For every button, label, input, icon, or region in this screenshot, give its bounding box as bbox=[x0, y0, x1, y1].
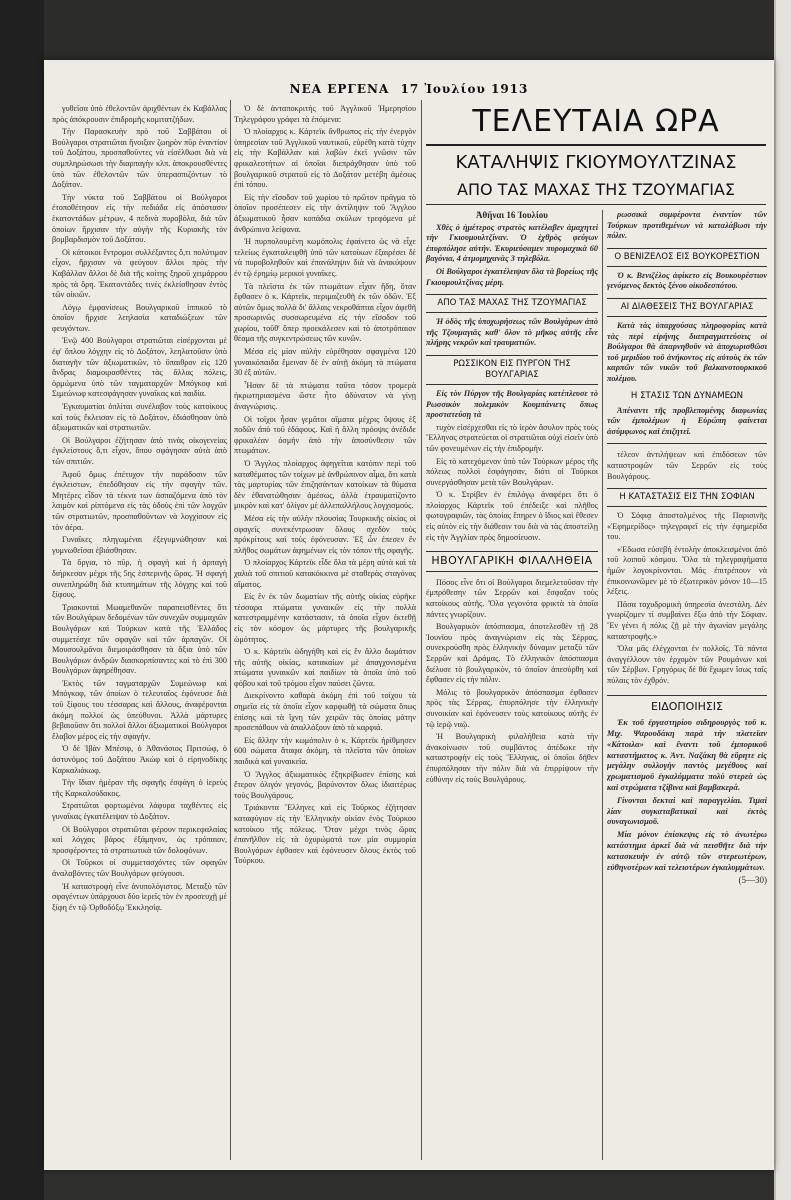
article-paragraph: Τὴν Παρασκευὴν πρὸ τοῦ Σαββάτου οἱ Βούλγαροι στρατιῶται ἤνοιξαν ζωηρὸν πῦρ ἐναντίον τοῦ Δοξάτου, προσπαθοῦντες νὰ εἰσέλθωσι διὰ νὰ συμπληρώσωσι τὴν διαρπαγὴν κλπ. ἀποκρουσθέντες ὑπὸ τῶν ἐθελοντῶν τῶν ὑπερασπιζόντων τὸ Δοξάτον. bbox=[52, 127, 227, 190]
article-paragraph: Ἡ πυρπολουμένη κωμόπολις ἐφαίνετο ὡς νὰ εἶχε τελείως ἐγκαταλειφθῆ ὑπὸ τῶν κατοίκων ἐξαιρέσει δὲ νὰ πυροβοληθοῦν καὶ ἐπανάληψιν διὰ νὰ ἀνακύψουν ἐν τῷ ἐρημίῳ μερικοὶ γυναῖκες. bbox=[234, 237, 416, 278]
notice-paragraph: Γίνονται δεκταὶ καὶ παραγγελίαι. Τιμαὶ λίαν συγκαταβατικαὶ καὶ ἐκτὸς συναγωνισμοῦ. bbox=[607, 795, 767, 827]
article-paragraph: Τριάκοντα Ἕλληνες καὶ εἰς Τοῦρκος ἐζήτησαν καταφύγιον εἰς τὴν Ἑλληνικὴν οἰκίαν ἑνὸς Τούρκου κατοίκου τῆς πόλεως. Ὅταν μέχρι τινὸς ὥρας ἐπανῆλθον εἰς τὰ ὀχυρώματά των μία συμμορία Βουλγάρων ἐφθασεν καὶ ἐφόνευσεν ὅλους ἐκτὸς τοῦ Τούρκου. bbox=[234, 803, 416, 866]
article-paragraph: Λόγῳ ἐμφανίσεως Βουλγαρικοῦ ἱππικοῦ τὸ ὁποῖον ἤρχισε λεηλασία καταδιώξεων τῶν φευγόντων. bbox=[52, 302, 227, 333]
article-paragraph: Ὁ Σόφιᾳ ἀποσταλμένος τῆς Παρισινῆς «Ἐφημερίδος» τηλεγραφεῖ εἰς τὴν ἐφημερίδα του. bbox=[607, 511, 767, 542]
scan-left-edge bbox=[0, 0, 44, 1200]
article-paragraph: Ἦσαν δὲ τὰ πτώματα ταῦτα τόσον τρομερὰ ἠκρωτηριασμένα ὥστε ἦτο ἀδύνατον νὰ γίνῃ ἀναγνώρισις. bbox=[234, 380, 416, 412]
article-paragraph: Ἡ ὁδὸς τῆς ὑποχωρήσεως τῶν Βουλγάρων ἀπὸ τῆς Τζουμαγιᾶς καθ' ὅλον τὸ μῆκος αὐτῆς εἶνε πλήρης νεκρῶν καὶ τραυματιῶν. bbox=[426, 317, 598, 348]
issue-date: 17 Ἰουλίου 1913 bbox=[400, 82, 529, 96]
article-paragraph: Τὰ πλεῖστα ἐκ τῶν πτωμάτων εἶχαν ἤδη, ὅταν ἔφθασεν ὁ κ. Κάρτεϊκ, περιμαζευθῆ ἐκ τῶν ὁδῶν. Ἐξ αὐτῶν ὅμως πολλὰ δι' ἄλλαις νεκροθάπται εἶχον ἀφεθῆ προσωρινῶς συσσωρευμένα εἰς τὴν εἴσοδον τοῦ χωρίου, τοῦθ' ὅπερ προεκάλεσεν καὶ τὸ ἀποτρόπαιον θέαμα τῆς συγκεντρώσεως τῶν κυνῶν. bbox=[234, 281, 416, 344]
article-paragraph: ρωσσικὰ συμφέροντα ἐναντίον τῶν Τούρκων προτιθεμένων νὰ καταλάβωσι τὴν πόλιν. bbox=[607, 210, 767, 241]
article-paragraph: Βουλγαρικὸν ἀπόσπασμα, ἀποτελεσθὲν τῇ 28 Ἰουνίου πρὸς ἀναγνώρισιν εἰς τὰς Σέρρας, συνεκρούσθη πρὸς ἑλληνικὴν δύναμιν μεταξὺ τῶν Σερρῶν καὶ Δράμας. Τὸ ἑλληνικὸν ἀπόσπασμα διέλυσε τὸ βουλγαρικὸν, τὸ ὁποῖον ἀπεσύρθη καὶ ἔφθασεν εἰς τὴν πόλιν. bbox=[426, 622, 598, 685]
column-rule bbox=[421, 100, 422, 1160]
headline-sub-2: ΑΠΟ ΤΑΣ ΜΑΧΑΣ ΤΗΣ ΤΖΟΥΜΑΓΙΑΣ bbox=[426, 180, 766, 205]
section-heading: Ο ΒΕΝΙΖΕΛΟΣ ΕΙΣ ΒΟΥΚΟΡΕΣΤΙΟΝ bbox=[607, 248, 767, 267]
column-4 bbox=[607, 210, 767, 1160]
column-rule bbox=[602, 210, 603, 1160]
article-paragraph: Οἱ κάτοικοι ἔντρομοι συλλέξαντες ὅ,τι πολύτιμον εἶχον, ἤρχισαν νὰ φεύγουν ἄλλοι πρὸς τὴν Καβάλλαν ἄλλοι δὲ διὰ τῆς κοίτης ξηροῦ χειμάρρου πρὸς τὰ ὄρη. Ἑκατοντάδες τινὲς ἐκλείσθησαν ἐντὸς τῶν οἰκιῶν. bbox=[52, 247, 227, 300]
headline-sub-1: ΚΑΤΑΛΗΨΙΣ ΓΚΙΟΥΜΟΥΛΤΖΙΝΑΣ bbox=[455, 152, 737, 173]
article-paragraph: Τὴν ἴδιαν ἡμέραν τῆς σφαγῆς ἐσφάγη ὁ ἱερεὺς τῆς Καρκαλούδακος. bbox=[52, 778, 227, 798]
article-paragraph: Γυναῖκες πληγωμέναι ἐξεγυμνώθησαν καὶ γυμνωθεῖσαι ἐβιάσθησαν. bbox=[52, 535, 227, 555]
article-paragraph: Ἐγκαυματίαι ὁπλίται συνέλαβον τοὺς κατοίκους καὶ τοὺς ἔκλεισαν εἰς τὸ Δοξάτον, ἐδιάσθησαν ὑπὸ ἀξιωματικῶν καὶ στρατιωτῶν. bbox=[52, 402, 227, 433]
article-paragraph: Ὁ κ. Κάρτεϊκ ὡδηγήθη καὶ εἰς ἓν ἄλλο δωμάτιον τῆς αὐτῆς οἰκίας, κατακαίων μὲ ἀπαγχονισμένα πτώματα γυναικῶν καὶ παιδίων τὰ ὁποῖα ὑπὸ τοῦ φόβου καὶ τοῦ τρόμου εἶχον παύσει ζῶντα. bbox=[234, 647, 416, 688]
section-heading: ΗΒΟΥΛΓΑΡΙΚΗ ΦΙΛΑΛΗΘΕΙΑ bbox=[426, 551, 598, 572]
article-paragraph: Ὁ πλοίαρχος κ. Κάρτεϊκ ἄνθρωπος εἰς τὴν ἐνεργὸν ὑπηρεσίαν τοῦ Ἀγγλικοῦ ναυτικοῦ, εὑρέθη κατὰ τύχην εἰς τὴν Καβάλλαν καὶ λαβὼν ἐκεῖ γνῶσιν τῶν φρικαλεοτήτων αἱ ὁποῖαι διεπράχθησαν ὑπὸ τοῦ βουλγαρικοῦ στρατοῦ εἰς τὸ Δοξάτον μετέβη ἀμέσως ἐπὶ τόπου. bbox=[234, 127, 416, 190]
scan-bottom-band bbox=[44, 1170, 774, 1200]
ad-code: (5—30) bbox=[738, 875, 767, 886]
article-paragraph: Ἐνῷ 400 Βούλγαροι στρατιῶται εἰσέρχονται μὲ ἐφ' ὅπλου λόγχην εἰς τὸ Δοξάτον, λεηλατοῦσιν ὑπὸ διαταγῆν τῶν ἀξιωματικῶν, τὸ ὕπαιθρον εἰς 120 ἄνδρας διαμοιρασθέντες τὰς ἄλλας πόλεις, ὁρμώμενα ὑπὸ τῶν ταγματαρχῶν Μπόγκοφ καὶ Σιμεώνωφ κατεσφάγησαν γυναῖκας καὶ παιδία. bbox=[52, 336, 227, 399]
article-paragraph: Ὁ κ. Βενιζέλος ἀφίκετο εἰς Βουκουρέστιον γενόμενος δεκτὸς ξένου οἰκοδεσπότου. bbox=[607, 270, 767, 291]
article-paragraph: Ἡ καταστροφὴ εἶνε ἀνυπολόγιστος. Μεταξὺ τῶν σφαγέντων ὑπάρχουσι δύο ἱερεῖς τὸν ἐν προσευχῇ μὲ ξίφη ἐν τῷ Ὀρθοδόξῳ Ἐκκλησίᾳ. bbox=[52, 881, 227, 912]
article-paragraph: Τριακονταὶ Μωαμεθανῶν παραπεισθέντες ὅτι τῶν Βουλγάρων δεδομένων τῶν συνεχῶν συμμαχιῶν Βουλγάρων καὶ Τούρκων κατὰ τῆς Ἑλλάδος συμμετέσχε τῶν σφαγῶν καὶ τῶν ἁρπαγῶν. Οἱ Μουσουλμᾶνοι διεμοιράσθησαν τὰ ἄξια ὑπὸ τῶν Βουλγάρων ἀνδρῶν διασκορπίσαντες καὶ τὸ ἐπὶ 300 Βουλγάρων ἀφηρέθησαν. bbox=[52, 602, 227, 676]
article-paragraph: Ἀπέναντι τῆς προβλεπομένης διαφωνίας τῶν ἐμπολέμων ἡ Εὐρώπη φαίνεται ἀσύμφωνος καὶ ἐπιζητεῖ. bbox=[607, 405, 767, 436]
section-heading: Η ΣΤΑΣΙΣ ΤΩΝ ΔΥΝΑΜΕΩΝ bbox=[630, 390, 744, 401]
article-paragraph: Ὁ δὲ ἀνταποκριτὴς τοῦ Ἀγγλικοῦ Ἡμερησίου Τηλεγράφου γράφει τὰ ἑπόμενα: bbox=[234, 104, 416, 124]
divider bbox=[607, 443, 767, 444]
article-paragraph: Οἱ τοῖχοι ἦσαν γεμᾶτοι αἵματα μέχρις ὕψους ἑξ ποδῶν ἀπὸ τοῦ ἐδάφους. Καὶ ἡ ἄλλη πρόοψις ἀνέδιδε φρικαλέαν ὀσμὴν ἀπὸ τὴν ἀποσύνθεσιν τῶν πτωμάτων. bbox=[234, 414, 416, 456]
article-paragraph: Οἱ Τοῦρκοι οἱ συμμετασχόντες τῶν σφαγῶν ἀναλαβόντες τῶν Βουλγάρων φεύγουσι. bbox=[52, 858, 227, 878]
column-3 bbox=[426, 210, 598, 1160]
article-paragraph: Διεκρίνοντο καθαρὰ ἀκόμη ἐπὶ τοῦ τοίχου τὰ σημεῖα εἰς τὰ ὁποῖα εἶχον καρφωθῇ τὰ σώματα ὅπως ἐπίσης καὶ τὰ ἴχνη τῶν χειρῶν τὰς ὁποίας μάτην προσεπάθουν νὰ ἀπαλλάξουν ἀπὸ τὰ καρφιά. bbox=[234, 691, 416, 733]
article-paragraph: Ὁ κ. Στρίβεν ἐν ἐπιλόγῳ ἀναφέρει ὅτι ὁ πλοίαρχος Κάρτεϊκ τοῦ ἐπέδειξε καὶ πλῆθος φωτογραφιῶν, τὰς ὁποίας ἔπηρεν ὁ ἴδιος καὶ ἔθεσεν εἰς αὐτὸν εἰς τὴν διάθεσιν του διὰ νὰ τὰς ἀποστείλῃ εἰς τὴν Ἀγγλίαν πρὸς δημοσίευσιν. bbox=[426, 490, 598, 542]
article-paragraph: Ὁ Ἄγγλος πλοίαρχος ἀφηγεῖται κατόπιν περὶ τοῦ καταθέματος τῶν τοίχων μὲ ἀνθρώπινον αἷμα, ὅτι κατὰ τὰς μαρτυρίας τῶν ἐπιζησάντων κατοίκων τὰ θύματα δὲν ἐθανατώθησαν ἀμέσως, ἀλλὰ ἐτραυματίζοντο μικρὸν καὶ κατ' ὀλίγον μὲ ἀλλεπαλλήλους λογχισμούς. bbox=[234, 459, 416, 511]
section-heading: Η ΚΑΤΑΣΤΑΣΙΣ ΕΙΣ ΤΗΝ ΣΟΦΙΑΝ bbox=[607, 488, 767, 507]
article-paragraph: Εἰς τὸ κατεχόμενον ὑπὸ τῶν Τούρκων μέρος τῆς πόλεως πολλοὶ ἐσφάγησαν, διότι οἱ Τοῦρκοι συνεργάσθησαν μετὰ τῶν Βουλγάρων. bbox=[426, 456, 598, 487]
article-paragraph: Ἐκτὸς τῶν ταγματαρχῶν Συμεώνωφ καὶ Μπόγκοφ, τῶν ὁποίων ὁ τελευταῖος ἐφόνευσε διὰ τοῦ ξίφους του τέσσαρας καὶ ἄλλους, ἀναφέρονται ἀκόμη πολλοί ὡς ὑπεύθυνοι. Ἀλλὰ μάρτυρες βεβαιοῦσιν ὅτι πολλοὶ ἄλλοι ἀξιωματικοὶ Βούλγαροι ἔλαβον μέρος εἰς τὴν σφαγήν. bbox=[52, 678, 227, 741]
column-rule bbox=[230, 100, 231, 1160]
article-paragraph: γυθεῖσα ὑπὸ ἐθελοντῶν ἀριχθέντων ἐκ Καβάλλας πρὸς ἀπόκρουσιν ἐπιδρομῆς κομιτατζήδων. bbox=[52, 104, 227, 124]
section-heading: ΑΙ ΔΙΑΘΕΣΕΙΣ ΤΗΣ ΒΟΥΛΓΑΡΙΑΣ bbox=[607, 298, 767, 317]
lead-paragraph: Χθὲς ὁ ἡμέτερος στρατὸς κατέλαβεν ἀμαχητεὶ τὴν Γκιουμουλτζίναν. Ὁ ἐχθρὸς φεύγων ἐπυρπόλησε αὐτήν. Ἐκυριεύσαμεν πυρομαχικὰ 60 βαγόνια, 4 ἀτμομηχανὰς 3 τηλεβόλα. bbox=[426, 222, 598, 264]
article-paragraph: «Ἐδωσα εὐσεβὴ ἐντολὴν ἀποκλεισμένοι ἀπὸ τοῦ λοιποῦ κόσμου. Ὅλα τὰ τηλεγραφήματα ἡμῶν λογοκρίνονται. Μᾶς ἐπιτρέπουν νὰ ἐπικοινωνῶμεν μὲ τὸ ἐξωτερικὸν μόνον 10—15 λέξεις. bbox=[607, 544, 767, 597]
article-paragraph: Μέσα εἰς μίαν αὐλὴν εὑρέθησαν σφαγμένα 120 γυναικόπαιδα ἔμειναν δὲ ἐν αὐτῇ ἀκόμη τὰ πτώματα 30 ἐξ αὐτῶν. bbox=[234, 347, 416, 378]
section-heading: ΡΩΣΣΙΚΟΝ ΕΙΣ ΠΥΡΓΟΝ ΤΗΣ ΒΟΥΛΓΑΡΙΑΣ bbox=[426, 355, 598, 385]
scan-top-band bbox=[44, 0, 774, 60]
article-paragraph: Ὁ Ἄγγλος ἀξιωματικὸς ἐξηκρίβωσεν ἐπίσης καὶ ἕτερον ὀλιγόν γεγονός, βαρύνοντον ὅλως ἰδιαιτέρως τοὺς Βουλγάρους. bbox=[234, 769, 416, 800]
article-paragraph: Τὴν νύκτα τοῦ Σαββάτου οἱ Βούλγαροι ἐτοποθέτησαν εἰς τὴν πεδιάδα εἰς ἀπόστασιν ἑκατοντάδων μέτρων, 4 πεδινὰ πυροβόλα, διὰ τῶν ὁποίων ἤρχισαν τὴν αὐγὴν τῆς Κυριακῆς τὸν βομβαρδισμὸν τοῦ Δοξάτου. bbox=[52, 192, 227, 245]
lead-paragraph: Οἱ Βούλγαροι ἐγκατέλειψαν ὅλα τὰ βορείως τῆς Γκιουμουλτζίνας μέρη. bbox=[426, 266, 598, 287]
article-paragraph: Ὁ δὲ Ἰβὰν Μπέσιφ, ὁ Ἀθανάσιος Πριτσώφ, ὁ ἀστυνόμος τοῦ Δοξάτου Ἀκώφ καὶ ὁ εἰρηνοδίκης Καρκαλιάκωφ. bbox=[52, 744, 227, 775]
article-paragraph: Στρατιῶται φορτωμένοι λάφυρα ταχθέντες εἰς γυναῖκας ἐγκατέλειψαν τὸ Δοξάτον. bbox=[52, 801, 227, 821]
article-paragraph: τέλεον ἀντιλήψεων καὶ ἐπιδόσεων τῶν καταστροφῶν τῶν Σερρῶν εἰς τοὺς Βουλγάρους. bbox=[607, 450, 767, 481]
headline-block bbox=[426, 104, 766, 205]
article-paragraph: Εἰς ἓν ἐκ τῶν δωματίων τῆς αὐτῆς οἰκίας εὑρῆκε τέσσαρα πτώματα γυναικῶν εἰς τὴν πολλὰ κατεστραμμένην κατάστασιν, τὰ ὁποῖα εἶχον ἐκτεθῇ εἰς τὸν κόσμον ὡς μάρτυρες τῆς βουλγαρικῆς ὠμότητος. bbox=[234, 592, 416, 644]
scan-right-edge bbox=[774, 0, 791, 1200]
article-paragraph: Οἱ Βούλγαροι στρατιῶται φέρουν περικεφαλαίας καὶ λόγχας βάρος ἐξάμηνον, ὡς τρόπαιον, προσφέροντες τὰ στρατιωτικὰ τῶν δολοφόνων. bbox=[52, 824, 227, 855]
headline-main: ΤΕΛΕΥΤΑΙΑ ΩΡΑ bbox=[426, 104, 766, 146]
newspaper-page bbox=[44, 60, 774, 1170]
article-paragraph: Εἰς τὸν Πύργον τῆς Βουλγαρίας κατέπλευσε τὸ Ρωσσικὸν πολεμικὸν Κουμπάνιετς ὅπως προστατεύσῃ τὰ bbox=[426, 388, 598, 420]
dateline: Ἀθῆναι 16 Ἰουλίου bbox=[476, 210, 548, 220]
article-paragraph: Εἰς ἄλλην τὴν κωμόπολιν ὁ κ. Κάρτεϊκ ἠρίθμησεν 600 σώματα ἄταφα ἀκόμη, τὰ πλεῖστα τῶν ὁποίων παιδικὰ καὶ γυναικεῖα. bbox=[234, 735, 416, 767]
article-paragraph: Ὅλα μᾶς ἐλέγχονται ἐν πολλοῖς. Τὰ πάντα ἀναγγέλλουν τὸν ἐρχομὸν τῶν Ρουμάνων καὶ τῶν Σέρβων. Γρηγόρως δὲ θὰ ἔχωμεν ἴσως ταῖς πύλαις τὸν ἐχθρόν. bbox=[607, 644, 767, 685]
masthead bbox=[44, 82, 774, 96]
article-paragraph: Μέσα εἰς τὴν αὐλὴν πλουσίας Τουρκικῆς οἰκίας οἱ σφαγεῖς συνεκέντρωσαν ὅλους σχεδὸν τοὺς πρόκρίτους καὶ τοὺς ἐφόνευσαν. Ἐξ ὧν ἐπεσεν ἕν πλῆθος σωμάτων ἀφημένων εἰς τὸν τόπον τῆς σφαγῆς. bbox=[234, 513, 416, 555]
article-paragraph: Κατὰ τὰς ὑπαρχούσας πληροφορίας κατὰ τὰς περὶ εἰρήνης διαπραγματεύσεις οἱ Βούλγαροι θὰ ἀπαρνηθοῦν νὰ ἀποχωρισθῶσι τοῦ μεριδίου τοῦ ἀνήκοντος εἰς αὐτοὺς ἐκ τῶν καρπῶν τῶν νικῶν τοῦ βαλκανοτουρκικοῦ πολέμου. bbox=[607, 320, 767, 383]
section-heading: ΑΠΟ ΤΑΣ ΜΑΧΑΣ ΤΗΣ ΤΖΟΥΜΑΓΙΑΣ bbox=[426, 294, 598, 313]
notice-paragraph: Μία μόνον ἐπίσκεψις εἰς τὸ ἀνωτέρω κατάστημα ἀρκεῖ διὰ νὰ πεισθῆτε διὰ τὴν κατασκευὴν ἐν αὐτῷ τῶν στερεωτέρων, εὐθηνοτέρων καὶ τελειοτέρων ἐγκαλυμμάτων. bbox=[607, 830, 767, 872]
article-paragraph: Πόσος εἶνε ὅτι οἱ Βούλγαροι διεμελετοῦσαν τὴν ἐμπρόθεσην τῶν Σερρῶν καὶ ἔσφαξαν τοὺς κατοίκους αὐτῆς. Ὅλα γεγονότα φρικτὰ τὰ ὁποῖα πάντες γνωρίζουν. bbox=[426, 577, 598, 619]
notice-heading: ΕΙΔΟΠΟΙΗΣΙΣ bbox=[607, 695, 767, 713]
column-2 bbox=[234, 104, 416, 1154]
notice-paragraph: Ἐκ τοῦ ἐργαστηρίου σιδηρουργὸς τοῦ κ. Μιχ. Ψαρουδάκη παρὰ τὴν πλατεῖαν «Κάτοιλα» καὶ ἔναντι τοῦ ἐμπορικοῦ καταστήματος κ. Ἀντ. Ναζάκη θὰ εὕρητε εἰς μεγάλην συλλογὴν παντὸς μεγέθους καὶ χρωματισμοῦ ἐγκαλύμματα πολὺ στερεὰ ὡς καὶ στρώματα τζίβινα καὶ βαμβακερά. bbox=[607, 718, 767, 792]
column-1 bbox=[52, 104, 227, 1154]
article-paragraph: τυχὸν εἰσέρχεσθαι εἰς τὸ ἱερὸν ἄσυλον πρὸς τοὺς Ἕλληνας στρατεύεται οἱ στρατιῶται οὐχὶ εἰσεῖν ὑπὸ τῶν φονευμένων εἰς τὴν ἐπιδρομήν. bbox=[426, 422, 598, 453]
article-paragraph: Πᾶσα ταχυδρομικὴ ὑπηρεσία ἀνεστάλη. Δὲν γνωρίζομεν τί συμβαίνει ἔξω ἀπὸ τὴν Σόφιαν. Ἔν γένει ἡ πόλις ζῇ μὲ τὴν ἀγωνίαν μεγάλης καταστροφῆς.» bbox=[607, 599, 767, 641]
article-paragraph: Ἡ Βουλγαρικὴ φιλαλήθεια κατὰ τὴν ἀνακοίνωσιν τοῦ συμβάντος ἀπέδωκε τὴν καταστροφὴν εἰς τοὺς Ἕλληνας, οἱ ὁποῖοι δῆθεν ἐπυρπόλησαν τὴν πόλιν διὰ νὰ ἐπιρρίψουν τὴν εὐθύνην εἰς τοὺς Βουλγάρους. bbox=[426, 732, 598, 784]
article-paragraph: Τὰ ὄργια, τὸ πῦρ, ἡ σφαγὴ καὶ ἡ ἁρπαγὴ διήρκεσαν μέχρι τῆς 5ης ἑσπερινῆς ὥρας. Ἡ σφαγὴ συνεπληρώθη διὰ κτυπημάτων τῆς λόγχης καὶ τοῦ ξίφους. bbox=[52, 558, 227, 600]
article-paragraph: Ἀφοῦ ὅμως ἐπέτυχον τὴν παράδοσιν τῶν ἐγκλειστων, ἐπεδόθησαν εἰς τὴν σφαγὴν τῶν. Μητέρες εἶδον τὰ τέκνα των ἀσπαζόμενα ἀπὸ τὸν λαιμὸν καὶ ρίπτόμενα εἰς τὰς ὁδοὺς ἐπὶ τῶν λογχῶν τῶν στρατιωτῶν, προσπαθοῦντων νὰ λογχίσουν εἰς τὸν ἀέρα. bbox=[52, 469, 227, 532]
article-paragraph: Οἱ Βούλγαροι ἐζήτησαν ἀπὸ τινὰς οἰκογενείας ἐγκλείστους ὅ,τι εἶχον, ὅπου σφάγησαν αὐτὰ ἀπὸ τῶν σπιτιῶν. bbox=[52, 435, 227, 466]
article-paragraph: Εἰς τὴν εἴσοδον τοῦ χωρίου τὸ πρῶτον πρᾶγμα τὸ ὁποῖον προσέπεσεν εἰς τὴν ἀντίληψιν τοῦ Ἄγγλου ἀξιωματικοῦ ἦσαν κοπάδια σκύλων τρεφόμενα μὲ ἀνθρώπινα λείψανα. bbox=[234, 192, 416, 234]
article-paragraph: Ὁ πλοίαρχος Κάρτεϊκ εἶδε ὅλα τὰ μέρη αὐτὰ καὶ τὰ χαλιὰ τοῦ σπιτιοῦ κατακόκκινα μὲ σταθερὰς σταγόνας αἵματος. bbox=[234, 558, 416, 589]
article-paragraph: Μόλις τὸ βουλγαρικὸν ἀπόσπασμα ἐφθασεν πρὸς τὰς Σέρρας, ἐπυρπόλησε τὴν ἑλληνικὴν συνοικίαν καὶ ἐφόνευσεν τοὺς κατοίκους αὐτῆς ἐν τῷ ἱερῷ ναῷ. bbox=[426, 687, 598, 729]
paper-name: ΝΕΑ ΕΡΓΕΝΑ bbox=[289, 82, 390, 96]
